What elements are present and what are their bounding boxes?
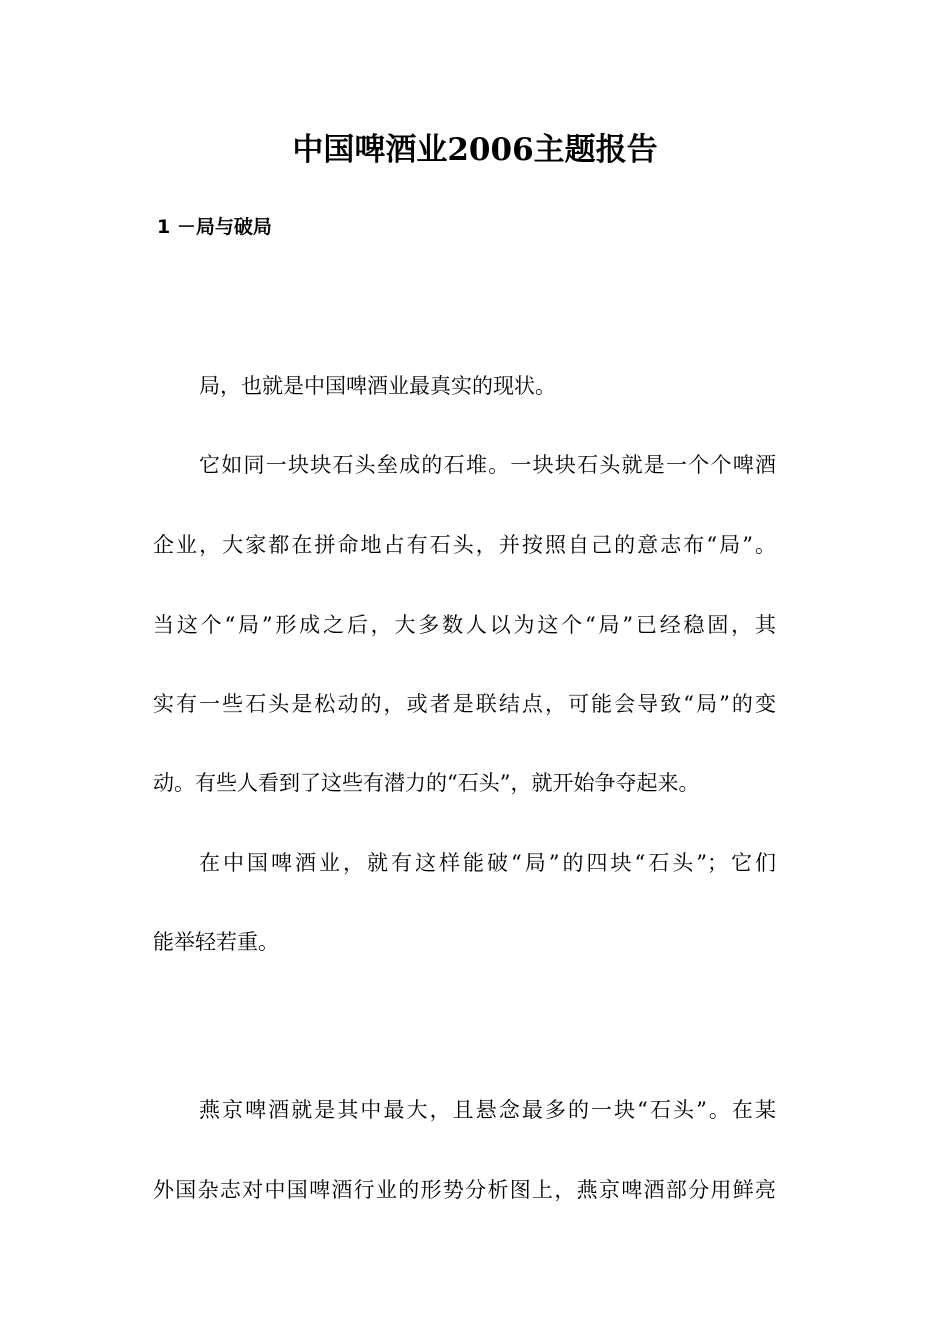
document-title: 中国啤酒业2006主题报告 <box>292 132 658 168</box>
paragraph-line: 在中国啤酒业，就有这样能破“局”的四块“石头”；它们 <box>199 851 776 875</box>
paragraph-line: 外国杂志对中国啤酒行业的形势分析图上，燕京啤酒部分用鲜亮 <box>153 1178 776 1202</box>
paragraph-line: 当这个“局”形成之后，大多数人以为这个“局”已经稳固，其 <box>153 613 776 637</box>
section-heading: 1 －局与破局 <box>157 216 272 238</box>
paragraph-line: 它如同一块块石头垒成的石堆。一块块石头就是一个个啤酒 <box>199 453 776 477</box>
paragraph-line: 局，也就是中国啤酒业最真实的现状。 <box>199 374 556 398</box>
paragraph-line: 企业，大家都在拼命地占有石头，并按照自己的意志布“局”。 <box>153 533 776 557</box>
paragraph-line: 实有一些石头是松动的，或者是联结点，可能会导致“局”的变 <box>153 692 776 716</box>
paragraph-line: 燕京啤酒就是其中最大，且悬念最多的一块“石头”。在某 <box>199 1098 776 1122</box>
paragraph-line: 能举轻若重。 <box>153 930 279 954</box>
paragraph-line: 动。有些人看到了这些有潜力的“石头”，就开始争夺起来。 <box>153 771 700 795</box>
